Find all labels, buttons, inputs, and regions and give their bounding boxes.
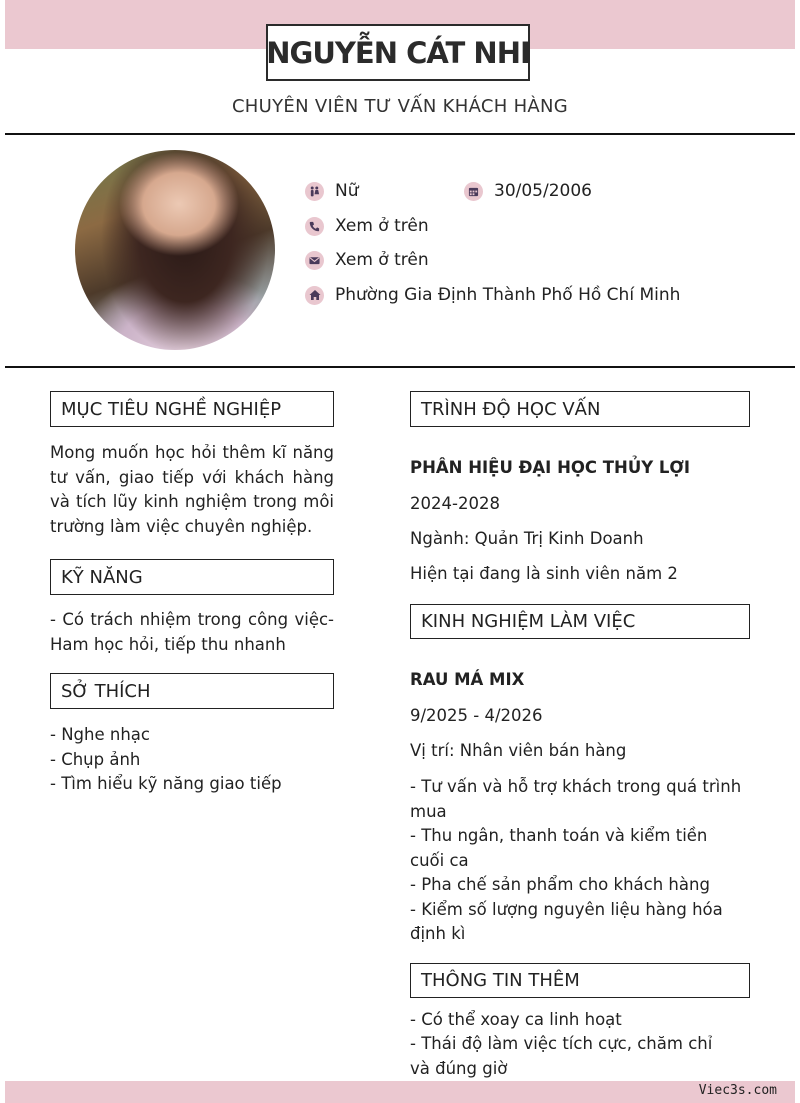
gender-row [305,181,359,201]
right-column [410,391,750,1081]
job-title: CHUYÊN VIÊN TƯ VẤN KHÁCH HÀNG [231,96,569,117]
divider-top [5,133,795,135]
additional-item: - Có thể xoay ca linh hoạt [410,1009,622,1029]
additional-heading: THÔNG TIN THÊM [410,963,750,998]
home-icon [305,286,324,305]
calendar-icon [464,182,483,201]
gender-icon [305,182,324,201]
footer-brand: Viec3s.com [698,1083,777,1098]
experience-position: Vị trí: Nhân viên bán hàng [410,741,627,760]
education-major: Ngành: Quản Trị Kinh Doanh [410,529,644,548]
objective-text: Mong muốn học hỏi thêm kĩ năng tư vấn, giao tiếp với khách hàng và tích lũy kinh nghiệm trong môi trường làm việc chuyên nghiệp. [50,443,334,536]
phone-icon [305,217,324,236]
birthday-value: 30/05/2006 [494,181,592,201]
experience-heading: KINH NGHIỆM LÀM VIỆC [410,604,750,639]
address-value: Phường Gia Định Thành Phố Hồ Chí Minh [335,285,681,305]
hobby-item: - Tìm hiểu kỹ năng giao tiếp [50,774,282,793]
duty-item: - Pha chế sản phẩm cho khách hàng [410,875,710,894]
school-name: PHÂN HIỆU ĐẠI HỌC THỦY LỢI [410,458,690,477]
phone-row [305,216,429,236]
hobbies-list [50,723,334,797]
duty-item: - Tư vấn và hỗ trợ khách trong quá trình mua [410,777,742,821]
profile-photo [75,150,275,350]
hobby-item: - Chụp ảnh [50,749,141,769]
address-row [305,285,680,305]
experience-period: 9/2025 - 4/2026 [410,706,543,725]
gender-value: Nữ [335,181,359,201]
name-box [266,24,530,81]
left-column [50,391,334,797]
hobby-item: - Nghe nhạc [50,725,150,744]
divider-middle [5,366,795,368]
company-name: RAU MÁ MIX [410,670,525,689]
duty-item: - Kiểm số lượng nguyên liệu hàng hóa định kì [410,899,723,943]
objective-heading: MỤC TIÊU NGHỀ NGHIỆP [50,391,334,427]
email-value: Xem ở trên [335,250,429,270]
footer-band [5,1081,795,1103]
education-status: Hiện tại đang là sinh viên năm 2 [410,564,678,583]
phone-value: Xem ở trên [335,216,429,236]
skills-text: - Có trách nhiệm trong công việc- Ham học hỏi, tiếp thu nhanh [50,610,334,654]
additional-list [410,1008,730,1082]
candidate-name: NGUYỄN CÁT NHI [266,35,530,70]
email-icon [305,251,324,270]
duty-item: - Thu ngân, thanh toán và kiểm tiền cuối ca [410,826,708,870]
education-heading: TRÌNH ĐỘ HỌC VẤN [410,391,750,427]
duties-list [410,775,745,947]
email-row [305,250,429,270]
additional-item: - Thái độ làm việc tích cực, chăm chỉ và đúng giờ [410,1034,713,1078]
education-period: 2024-2028 [410,494,500,513]
birthday-row [464,181,592,201]
skills-heading: KỸ NĂNG [50,559,334,595]
hobbies-heading: SỞ THÍCH [50,673,334,709]
